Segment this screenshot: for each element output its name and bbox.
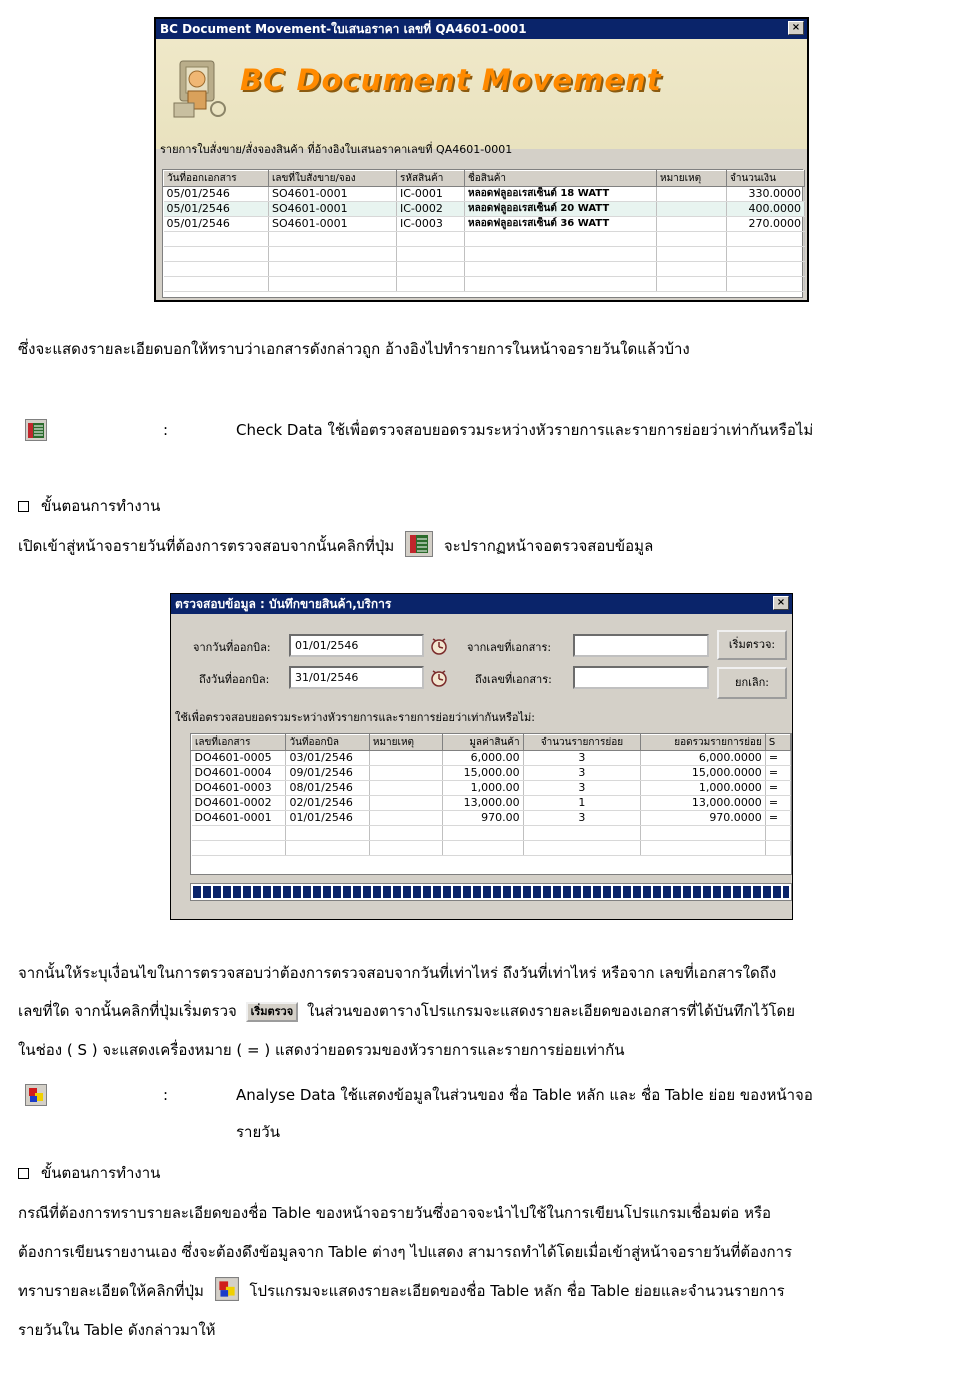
analyse-data-colon: : bbox=[163, 1086, 169, 1104]
cell-doc-no: DO4601-0004 bbox=[192, 766, 286, 781]
cell-bill-date: 01/01/2546 bbox=[286, 811, 369, 826]
cell-sub-total: 970.0000 bbox=[641, 811, 766, 826]
table-row[interactable] bbox=[164, 217, 805, 232]
paragraph-4-line-1: กรณีที่ต้องการทราบรายละเอียดของชื่อ Table ของหน้าจอรายวันซึ่งอาจจะนำไปใช้ในการเขียนโปรแกรมเชื่อมต่อ หรือ bbox=[18, 1204, 772, 1222]
reference-table[interactable] bbox=[162, 169, 803, 298]
column-header[interactable]: เลขที่ใบสั่งขาย/จอง bbox=[269, 171, 397, 187]
checkbox-bullet-icon bbox=[18, 1168, 29, 1179]
paragraph-4-text-a: ทราบรายละเอียดให้คลิกที่ปุ่ม bbox=[18, 1282, 204, 1300]
column-header[interactable]: รหัสสินค้า bbox=[397, 171, 465, 187]
paragraph-3-line-3: ในช่อง ( S ) จะแสดงเครื่องหมาย ( = ) แสดงว่ายอดรวมของหัวรายการและรายการย่อยเท่ากัน bbox=[18, 1041, 625, 1059]
analyse-data-description-2: รายวัน bbox=[236, 1123, 280, 1141]
paragraph-4-line-4: รายวันใน Table ดังกล่าวมาให้ bbox=[18, 1321, 216, 1339]
cell-status: = bbox=[765, 781, 790, 796]
cell-remark bbox=[369, 781, 442, 796]
cell-bill-date: 08/01/2546 bbox=[286, 781, 369, 796]
cell-value: 1,000.00 bbox=[443, 781, 523, 796]
banner-title: BC Document Movement bbox=[240, 63, 662, 97]
table-row[interactable] bbox=[164, 202, 805, 217]
cell-value: 6,000.00 bbox=[443, 751, 523, 766]
cell-item-name: หลอดฟลูออเรสเซ็นต์ 18 WATT bbox=[465, 187, 657, 202]
from-date-label: จากวันที่ออกบิล: bbox=[193, 641, 271, 654]
calendar-icon[interactable] bbox=[429, 636, 449, 656]
cell-so-number: SO4601-0001 bbox=[269, 217, 397, 232]
checkbox-bullet-icon bbox=[18, 501, 29, 512]
cell-date: 05/01/2546 bbox=[164, 217, 269, 232]
paragraph-3-line-1: จากนั้นให้ระบุเงื่อนไขในการตรวจสอบว่าต้องการตรวจสอบจากวันที่เท่าไหร่ ถึงวันที่เท่าไหร่ หรือจาก เลขที่เอกสารใดถึง bbox=[18, 964, 777, 982]
from-doc-label: จากเลขที่เอกสาร: bbox=[467, 641, 552, 654]
window-title: ตรวจสอบข้อมูล : บันทึกขายสินค้า,บริการ bbox=[175, 596, 392, 611]
paragraph-3-text-b: ในส่วนของตารางโปรแกรมจะแสดงรายละเอียดของเอกสารที่ได้บันทึกไว้โดย bbox=[306, 1002, 796, 1020]
column-header[interactable]: จำนวนเงิน bbox=[727, 171, 805, 187]
cell-sub-total: 15,000.0000 bbox=[641, 766, 766, 781]
table-header-row bbox=[164, 171, 805, 187]
cell-remark bbox=[657, 202, 727, 217]
cell-status: = bbox=[765, 811, 790, 826]
table-row[interactable] bbox=[192, 766, 791, 781]
to-doc-label: ถึงเลขที่เอกสาร: bbox=[475, 673, 552, 686]
column-header[interactable]: วันที่ออกเอกสาร bbox=[164, 171, 269, 187]
banner bbox=[156, 39, 807, 149]
window-titlebar bbox=[156, 19, 807, 39]
cell-item-name: หลอดฟลูออเรสเซ็นต์ 36 WATT bbox=[465, 217, 657, 232]
calendar-icon[interactable] bbox=[429, 668, 449, 688]
cell-sub-count: 3 bbox=[523, 811, 641, 826]
cell-remark bbox=[369, 811, 442, 826]
step-heading-text: ขั้นตอนการทำงาน bbox=[41, 1164, 161, 1182]
cell-status: = bbox=[765, 751, 790, 766]
window-title: BC Document Movement-ใบเสนอราคา เลขที่ QA4601-0001 bbox=[160, 21, 527, 36]
analyse-data-icon bbox=[25, 1084, 47, 1106]
table-row[interactable] bbox=[192, 811, 791, 826]
to-doc-input[interactable] bbox=[573, 666, 709, 689]
cell-amount: 400.0000 bbox=[727, 202, 805, 217]
column-header[interactable]: ยอดรวมรายการย่อย bbox=[641, 735, 766, 751]
cell-sub-count: 3 bbox=[523, 781, 641, 796]
from-date-input[interactable]: 01/01/2546 bbox=[289, 634, 424, 657]
cell-remark bbox=[369, 751, 442, 766]
analyse-data-description-1: Analyse Data ใช้แสดงข้อมูลในส่วนของ ชื่อ Table หลัก และ ชื่อ Table ย่อย ของหน้าจอ bbox=[236, 1086, 813, 1104]
paragraph-3-text-a: เลขที่ใด จากนั้นคลิกที่ปุ่มเริ่มตรวจ bbox=[18, 1002, 237, 1020]
window-titlebar bbox=[171, 594, 792, 614]
table-row[interactable] bbox=[192, 796, 791, 811]
column-header[interactable]: มูลค่าสินค้า bbox=[443, 735, 523, 751]
table-row-empty bbox=[192, 841, 791, 856]
section-label: รายการใบสั่งขาย/สั่งจองสินค้า ที่อ้างอิงใบเสนอราคาเลขที่ QA4601-0001 bbox=[160, 143, 513, 156]
step-heading-2 bbox=[18, 1158, 160, 1188]
column-header[interactable]: วันที่ออกบิล bbox=[286, 735, 369, 751]
cancel-button[interactable]: ยกเลิก: bbox=[717, 667, 787, 699]
cell-so-number: SO4601-0001 bbox=[269, 202, 397, 217]
analyse-data-icon bbox=[215, 1277, 239, 1301]
progress-bar bbox=[190, 883, 792, 901]
column-header[interactable]: เลขที่เอกสาร bbox=[192, 735, 286, 751]
column-header[interactable]: หมายเหตุ bbox=[369, 735, 442, 751]
document-movement-window bbox=[154, 17, 809, 302]
table-row-empty bbox=[164, 232, 805, 247]
cell-item-name: หลอดฟลูออเรสเซ็นต์ 20 WATT bbox=[465, 202, 657, 217]
cell-bill-date: 03/01/2546 bbox=[286, 751, 369, 766]
cell-doc-no: DO4601-0002 bbox=[192, 796, 286, 811]
cell-sub-count: 3 bbox=[523, 751, 641, 766]
paragraph-2-text-a: เปิดเข้าสู่หน้าจอรายวันที่ต้องการตรวจสอบจากนั้นคลิกที่ปุ่ม bbox=[18, 537, 395, 555]
cell-status: = bbox=[765, 766, 790, 781]
table-header-row bbox=[192, 735, 791, 751]
progress-bar-fill bbox=[193, 886, 789, 898]
cell-date: 05/01/2546 bbox=[164, 202, 269, 217]
start-check-inline-button: เริ่มตรวจ bbox=[246, 1002, 299, 1022]
cell-item-code: IC-0002 bbox=[397, 202, 465, 217]
paragraph-4-line-2: ต้องการเขียนรายงานเอง ซึ่งจะต้องดึงข้อมูลจาก Table ต่างๆ ไปแสดง สามารถทำได้โดยเมื่อเข้าสู่หน้าจอรายวันที่ต้องการ bbox=[18, 1243, 793, 1261]
cell-value: 15,000.00 bbox=[443, 766, 523, 781]
start-check-button[interactable]: เริ่มตรวจ: bbox=[717, 630, 787, 660]
paragraph-4-text-b: โปรแกรมจะแสดงรายละเอียดของชื่อ Table หลัก ชื่อ Table ย่อยและจำนวนรายการ bbox=[249, 1282, 785, 1300]
paragraph-4-line-3 bbox=[18, 1276, 785, 1306]
close-button[interactable]: × bbox=[788, 21, 804, 35]
hint-label: ใช้เพื่อตรวจสอบยอดรวมระหว่างหัวรายการและรายการย่อยว่าเท่ากันหรือไม่: bbox=[175, 711, 535, 724]
check-data-icon bbox=[405, 531, 433, 557]
cell-bill-date: 02/01/2546 bbox=[286, 796, 369, 811]
table-row-empty bbox=[192, 826, 791, 841]
table-row[interactable] bbox=[192, 751, 791, 766]
cell-remark bbox=[369, 766, 442, 781]
cell-value: 970.00 bbox=[443, 811, 523, 826]
check-data-icon bbox=[25, 419, 47, 441]
step-heading-1 bbox=[18, 491, 160, 521]
from-doc-input[interactable] bbox=[573, 634, 709, 657]
table-row[interactable] bbox=[164, 187, 805, 202]
cell-sub-total: 1,000.0000 bbox=[641, 781, 766, 796]
table-row-empty bbox=[164, 262, 805, 277]
close-button[interactable]: × bbox=[773, 596, 789, 610]
to-date-input[interactable]: 31/01/2546 bbox=[289, 666, 424, 689]
column-header[interactable]: ชื่อสินค้า bbox=[465, 171, 657, 187]
cell-doc-no: DO4601-0001 bbox=[192, 811, 286, 826]
cell-doc-no: DO4601-0003 bbox=[192, 781, 286, 796]
cell-bill-date: 09/01/2546 bbox=[286, 766, 369, 781]
column-header[interactable]: หมายเหตุ bbox=[657, 171, 727, 187]
cell-amount: 270.0000 bbox=[727, 217, 805, 232]
cell-item-code: IC-0001 bbox=[397, 187, 465, 202]
table-row[interactable] bbox=[192, 781, 791, 796]
table-row-empty bbox=[164, 277, 805, 292]
check-data-description: Check Data ใช้เพื่อตรวจสอบยอดรวมระหว่างหัวรายการและรายการย่อยว่าเท่ากันหรือไม่ bbox=[236, 421, 814, 439]
paragraph-1: ซึ่งจะแสดงรายละเอียดบอกให้ทราบว่าเอกสารดังกล่าวถูก อ้างอิงไปทำรายการในหน้าจอรายวันใดแล้วบ้าง bbox=[18, 340, 690, 358]
paragraph-2-text-b: จะปรากฏหน้าจอตรวจสอบข้อมูล bbox=[443, 537, 654, 555]
cell-doc-no: DO4601-0005 bbox=[192, 751, 286, 766]
cell-remark bbox=[657, 187, 727, 202]
cell-remark bbox=[657, 217, 727, 232]
column-header[interactable]: S bbox=[765, 735, 790, 751]
column-header[interactable]: จำนวนรายการย่อย bbox=[523, 735, 641, 751]
check-result-table[interactable] bbox=[190, 733, 792, 875]
cell-sub-total: 13,000.0000 bbox=[641, 796, 766, 811]
cell-value: 13,000.00 bbox=[443, 796, 523, 811]
cell-sub-count: 1 bbox=[523, 796, 641, 811]
step-heading-text: ขั้นตอนการทำงาน bbox=[41, 497, 161, 515]
cell-sub-count: 3 bbox=[523, 766, 641, 781]
cell-remark bbox=[369, 796, 442, 811]
cell-date: 05/01/2546 bbox=[164, 187, 269, 202]
cell-so-number: SO4601-0001 bbox=[269, 187, 397, 202]
table-row-empty bbox=[164, 247, 805, 262]
paragraph-3-line-2 bbox=[18, 996, 795, 1026]
to-date-label: ถึงวันที่ออกบิล: bbox=[199, 673, 270, 686]
cell-item-code: IC-0003 bbox=[397, 217, 465, 232]
cell-amount: 330.0000 bbox=[727, 187, 805, 202]
cell-sub-total: 6,000.0000 bbox=[641, 751, 766, 766]
check-data-colon: : bbox=[163, 421, 169, 439]
paragraph-2 bbox=[18, 531, 653, 561]
cell-status: = bbox=[765, 796, 790, 811]
check-data-window bbox=[170, 593, 793, 920]
mascot-icon bbox=[166, 55, 236, 125]
